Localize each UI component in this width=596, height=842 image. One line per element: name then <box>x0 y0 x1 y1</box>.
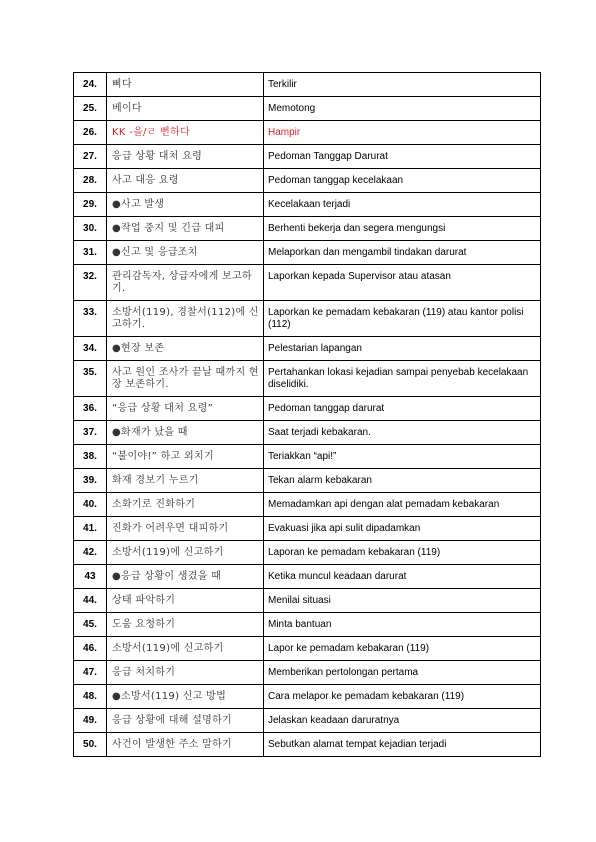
korean-term: 소화기로 진화하기 <box>107 493 264 517</box>
table-row <box>74 145 541 169</box>
indonesian-translation: Laporkan kepada Supervisor atau atasan <box>264 265 541 301</box>
korean-term: 베이다 <box>107 97 264 121</box>
korean-term: 응급 상황에 대해 설명하기 <box>107 709 264 733</box>
table-row <box>74 241 541 265</box>
row-number: 44. <box>74 589 107 613</box>
table-row <box>74 637 541 661</box>
table-row <box>74 217 541 241</box>
vocabulary-table-body <box>74 73 541 757</box>
indonesian-translation: Jelaskan keadaan daruratnya <box>264 709 541 733</box>
korean-term: ●작업 중지 및 긴급 대피 <box>107 217 264 241</box>
row-number: 30. <box>74 217 107 241</box>
row-number: 42. <box>74 541 107 565</box>
table-row <box>74 469 541 493</box>
korean-term: 화재 경보기 누르기 <box>107 469 264 493</box>
table-row <box>74 685 541 709</box>
indonesian-translation: Sebutkan alamat tempat kejadian terjadi <box>264 733 541 757</box>
korean-term: 소방서(119), 경찰서(112)에 신고하기. <box>107 301 264 337</box>
row-number: 25. <box>74 97 107 121</box>
indonesian-translation: Teriakkan “api!” <box>264 445 541 469</box>
table-row <box>74 565 541 589</box>
indonesian-translation: Pelestarian lapangan <box>264 337 541 361</box>
table-row <box>74 337 541 361</box>
table-row <box>74 73 541 97</box>
vocabulary-table <box>73 72 541 757</box>
korean-term: 소방서(119)에 신고하기 <box>107 637 264 661</box>
korean-term: “불이야!” 하고 외치기 <box>107 445 264 469</box>
row-number: 27. <box>74 145 107 169</box>
indonesian-translation: Memberikan pertolongan pertama <box>264 661 541 685</box>
row-number: 49. <box>74 709 107 733</box>
table-row <box>74 361 541 397</box>
row-number: 24. <box>74 73 107 97</box>
korean-term: ●응급 상황이 생겼을 때 <box>107 565 264 589</box>
korean-term: 진화가 어려우면 대피하기 <box>107 517 264 541</box>
table-row <box>74 265 541 301</box>
row-number: 40. <box>74 493 107 517</box>
table-row <box>74 493 541 517</box>
row-number: 48. <box>74 685 107 709</box>
korean-term: 삐다 <box>107 73 264 97</box>
indonesian-translation: Laporan ke pemadam kebakaran (119) <box>264 541 541 565</box>
korean-term: ●신고 및 응급조치 <box>107 241 264 265</box>
indonesian-translation: Laporkan ke pemadam kebakaran (119) atau kantor polisi (112) <box>264 301 541 337</box>
korean-term: ●소방서(119) 신고 방법 <box>107 685 264 709</box>
indonesian-translation: Lapor ke pemadam kebakaran (119) <box>264 637 541 661</box>
korean-term: ●현장 보존 <box>107 337 264 361</box>
row-number: 43 <box>74 565 107 589</box>
row-number: 47. <box>74 661 107 685</box>
korean-term: 사고 원인 조사가 끝날 때까지 현장 보존하기. <box>107 361 264 397</box>
indonesian-translation: Pedoman tanggap darurat <box>264 397 541 421</box>
korean-term: 소방서(119)에 신고하기 <box>107 541 264 565</box>
korean-term: 사고 대응 요령 <box>107 169 264 193</box>
row-number: 28. <box>74 169 107 193</box>
korean-term: 사건이 발생한 주소 말하기 <box>107 733 264 757</box>
indonesian-translation: Evakuasi jika api sulit dipadamkan <box>264 517 541 541</box>
row-number: 31. <box>74 241 107 265</box>
indonesian-translation: Saat terjadi kebakaran. <box>264 421 541 445</box>
table-row <box>74 97 541 121</box>
table-row <box>74 733 541 757</box>
table-row <box>74 121 541 145</box>
row-number: 36. <box>74 397 107 421</box>
row-number: 35. <box>74 361 107 397</box>
indonesian-translation: Pedoman tanggap kecelakaan <box>264 169 541 193</box>
row-number: 33. <box>74 301 107 337</box>
table-row <box>74 421 541 445</box>
row-number: 45. <box>74 613 107 637</box>
row-number: 26. <box>74 121 107 145</box>
row-number: 32. <box>74 265 107 301</box>
indonesian-translation: Pedoman Tanggap Darurat <box>264 145 541 169</box>
indonesian-translation: Memotong <box>264 97 541 121</box>
indonesian-translation: Memadamkan api dengan alat pemadam kebakaran <box>264 493 541 517</box>
korean-term: ●사고 발생 <box>107 193 264 217</box>
table-row <box>74 541 541 565</box>
korean-term: 관리감독자, 상급자에게 보고하기. <box>107 265 264 301</box>
korean-term: 상태 파악하기 <box>107 589 264 613</box>
korean-term: KK -을/ㄹ 뻔하다 <box>107 121 264 145</box>
table-row <box>74 169 541 193</box>
table-row <box>74 445 541 469</box>
row-number: 34. <box>74 337 107 361</box>
table-row <box>74 661 541 685</box>
korean-term: 도움 요청하기 <box>107 613 264 637</box>
indonesian-translation: Kecelakaan terjadi <box>264 193 541 217</box>
indonesian-translation: Minta bantuan <box>264 613 541 637</box>
table-row <box>74 397 541 421</box>
table-row <box>74 589 541 613</box>
indonesian-translation: Menilai situasi <box>264 589 541 613</box>
korean-term: ●화재가 났을 때 <box>107 421 264 445</box>
row-number: 50. <box>74 733 107 757</box>
indonesian-translation: Berhenti bekerja dan segera mengungsi <box>264 217 541 241</box>
korean-term: 응급 상황 대처 요령 <box>107 145 264 169</box>
table-row <box>74 193 541 217</box>
korean-term: 응급 처치하기 <box>107 661 264 685</box>
table-row <box>74 517 541 541</box>
indonesian-translation: Tekan alarm kebakaran <box>264 469 541 493</box>
indonesian-translation: Ketika muncul keadaan darurat <box>264 565 541 589</box>
row-number: 29. <box>74 193 107 217</box>
table-row <box>74 301 541 337</box>
indonesian-translation: Terkilir <box>264 73 541 97</box>
row-number: 41. <box>74 517 107 541</box>
table-row <box>74 709 541 733</box>
row-number: 39. <box>74 469 107 493</box>
korean-term: “응급 상황 대처 요령” <box>107 397 264 421</box>
row-number: 37. <box>74 421 107 445</box>
indonesian-translation: Melaporkan dan mengambil tindakan darurat <box>264 241 541 265</box>
indonesian-translation: Hampir <box>264 121 541 145</box>
row-number: 38. <box>74 445 107 469</box>
indonesian-translation: Cara melapor ke pemadam kebakaran (119) <box>264 685 541 709</box>
row-number: 46. <box>74 637 107 661</box>
table-row <box>74 613 541 637</box>
indonesian-translation: Pertahankan lokasi kejadian sampai penyebab kecelakaan diselidiki. <box>264 361 541 397</box>
